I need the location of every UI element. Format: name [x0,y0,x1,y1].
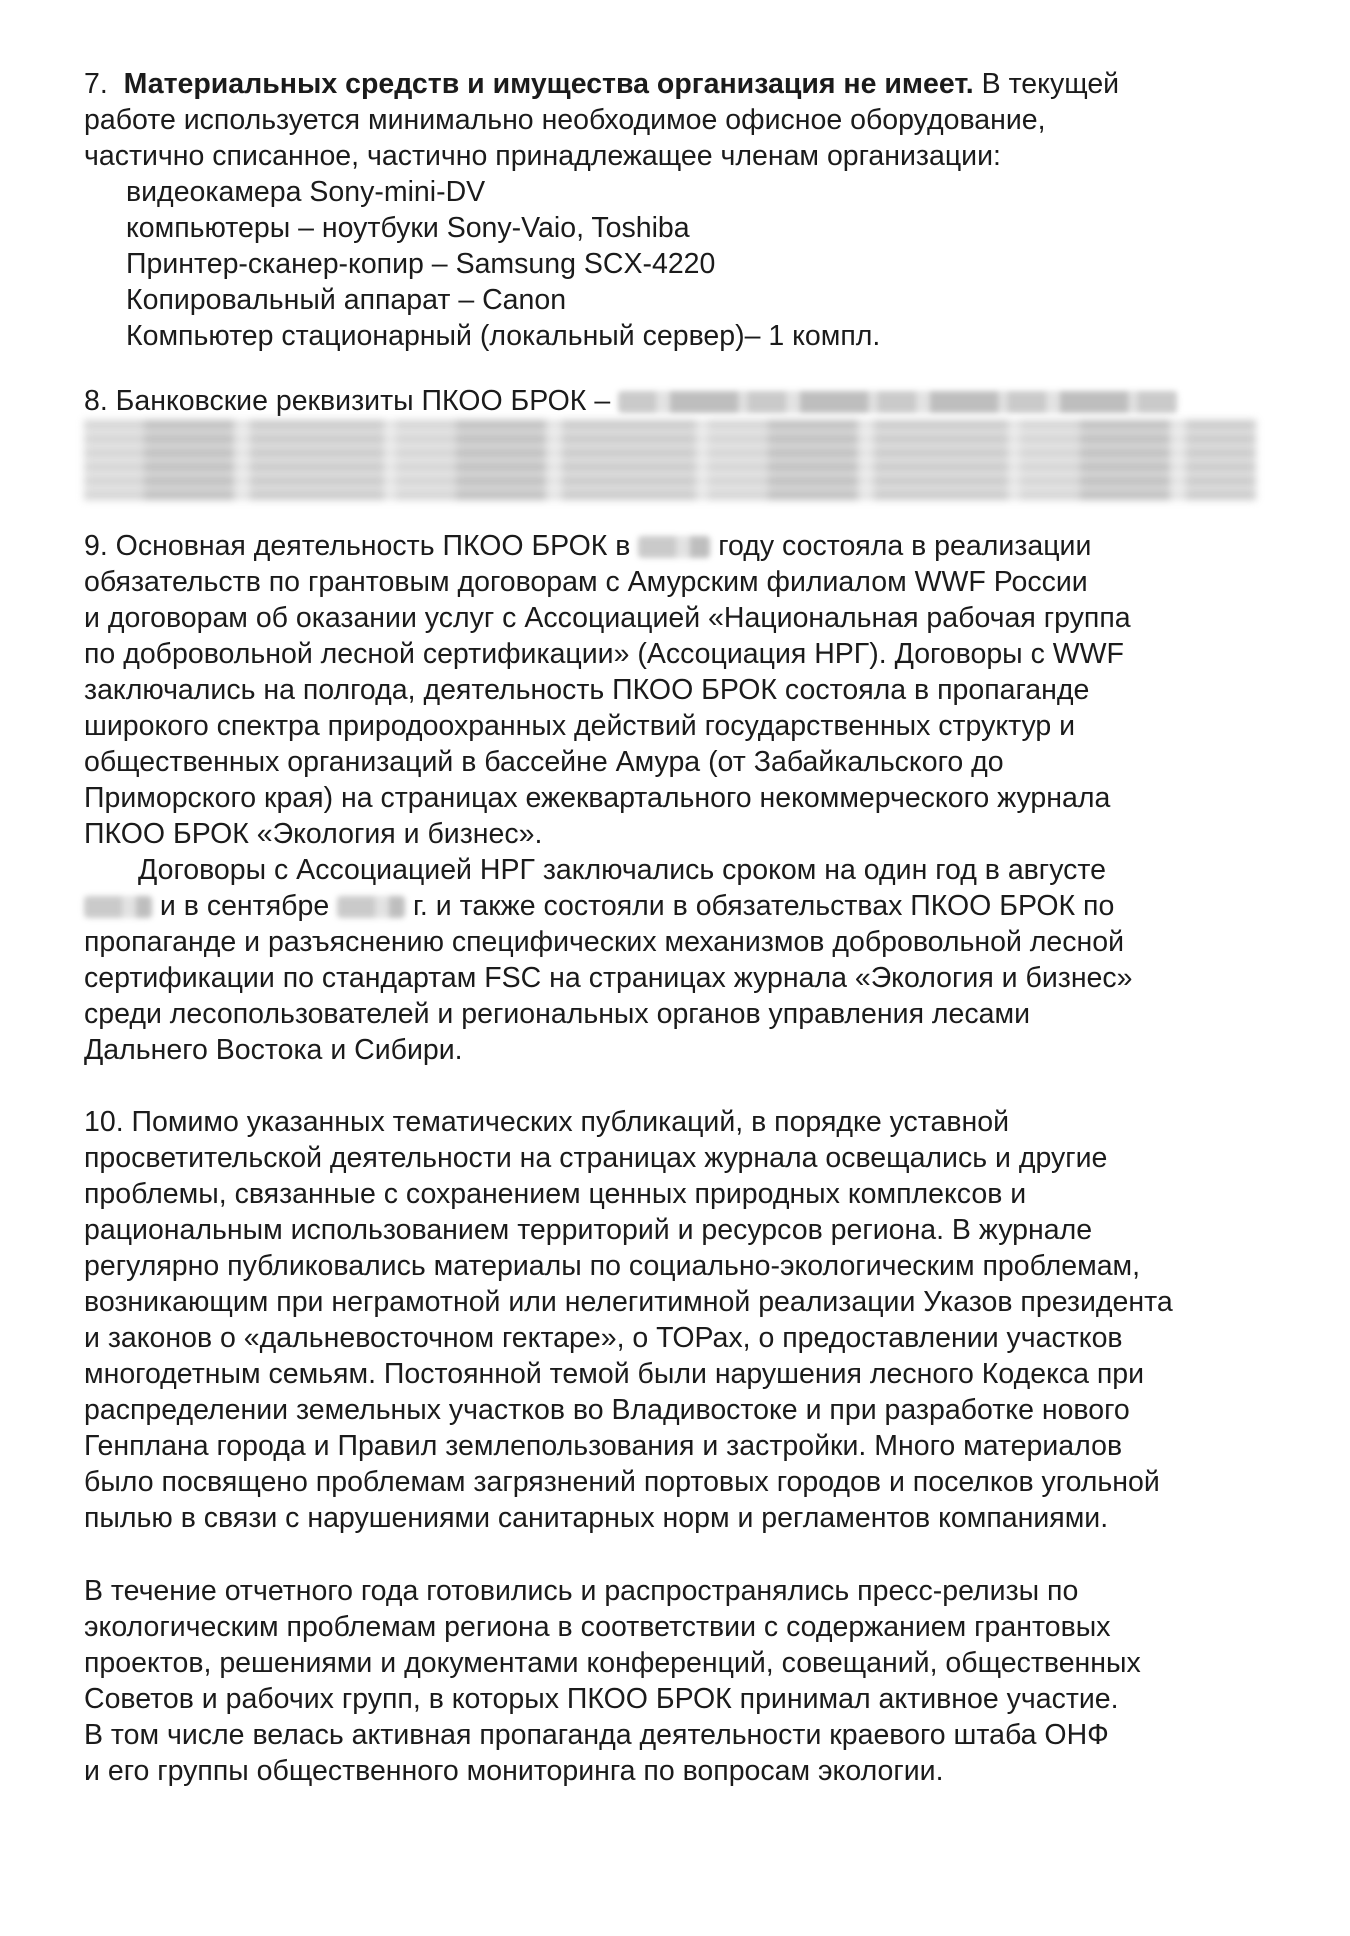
item9-line: пропаганде и разъяснению специфических механизмов добровольной лесной [84,926,1125,958]
item10-line: рациональным использованием территорий и ресурсов региона. В журнале [84,1214,1093,1246]
closing-line: и его группы общественного мониторинга по вопросам экологии. [84,1755,944,1787]
item9-line: общественных организаций в бассейне Амура (от Забайкальского до [84,746,1004,778]
equipment-item: Принтер-сканер-копир – Samsung SCX-4220 [126,248,716,280]
redacted-year [638,536,710,558]
equipment-item: Копировальный аппарат – Canon [126,284,567,316]
item7-line3: частично списанное, частично принадлежащее членам организации: [84,140,1001,172]
item9-para2-line2 [84,888,1114,924]
item10-line: пылью в связи с нарушениями санитарных норм и регламентов компаниями. [84,1502,1109,1534]
item7-line1-rest: В текущей [981,68,1120,100]
item8-text: 8. Банковские реквизиты ПКОО БРОК – [84,385,611,417]
equipment-item: компьютеры – ноутбуки Sony-Vaio, Toshiba [126,212,690,244]
item10-line: 10. Помимо указанных тематических публикаций, в порядке уставной [84,1106,1009,1138]
item9-line: Приморского края) на страницах ежеквартального некоммерческого журнала [84,782,1111,814]
redacted-year [84,896,152,918]
item10-line: проблемы, связанные с сохранением ценных природных комплексов и [84,1178,1027,1210]
equipment-item: видеокамера Sony-mini-DV [126,176,486,208]
item10-line: многодетным семьям. Постоянной темой были нарушения лесного Кодекса при [84,1358,1145,1390]
item10-line: возникающим при неграмотной или нелегитимной реализации Указов президента [84,1286,1173,1318]
redacted-bank-details-block [84,420,1256,500]
item7-line2: работе используется минимально необходимое офисное оборудование, [84,104,1046,136]
item9-line: сертификации по стандартам FSC на страницах журнала «Экология и бизнес» [84,962,1133,994]
item10-line: и законов о «дальневосточном гектаре», о ТОРах, о предоставлении участков [84,1322,1123,1354]
item10-line: просветительской деятельности на страницах журнала освещались и другие [84,1142,1108,1174]
item9-line: Дальнего Востока и Сибири. [84,1034,463,1066]
item9-line: широкого спектра природоохранных действий государственных структур и [84,710,1076,742]
item7-bold-heading: Материальных средств и имущества организация не имеет. [123,68,974,100]
item9-para2-line2-b: г. и также состояли в обязательствах ПКОО БРОК по [413,890,1115,922]
closing-line: проектов, решениями и документами конференций, совещаний, общественных [84,1647,1141,1679]
item9-line: среди лесопользователей и региональных органов управления лесами [84,998,1031,1030]
closing-line: В том числе велась активная пропаганда деятельности краевого штаба ОНФ [84,1719,1109,1751]
item9-line: по добровольной лесной сертификации» (Ассоциация НРГ). Договоры с WWF [84,638,1124,670]
equipment-item: Компьютер стационарный (локальный сервер)– 1 компл. [126,320,881,352]
item8-bank-details [84,383,1178,419]
item9-line: заключались на полгода, деятельность ПКОО БРОК состояла в пропаганде [84,674,1090,706]
item9-line1-start: 9. Основная деятельность ПКОО БРОК в [84,530,631,562]
item9-para2-line1: Договоры с Ассоциацией НРГ заключались сроком на один год в августе [138,854,1106,886]
item10-line: было посвящено проблемам загрязнений портовых городов и поселков угольной [84,1466,1160,1498]
closing-line: В течение отчетного года готовились и распространялись пресс-релизы по [84,1575,1079,1607]
item7-number: 7. [84,68,108,100]
item9-line: обязательств по грантовым договорам с Амурским филиалом WWF России [84,566,1088,598]
closing-line: Советов и рабочих групп, в которых ПКОО БРОК принимал активное участие. [84,1683,1119,1715]
redacted-year [337,896,405,918]
item10-line: распределении земельных участков во Владивостоке и при разработке нового [84,1394,1130,1426]
item10-line: регулярно публиковались материалы по социально-экологическим проблемам, [84,1250,1141,1282]
item9-line1-end: году состояла в реализации [718,530,1092,562]
item10-line: Генплана города и Правил землепользования и застройки. Много материалов [84,1430,1123,1462]
item9-para2-line2-a: и в сентябре [159,890,330,922]
closing-line: экологическим проблемам региона в соответствии с содержанием грантовых [84,1611,1111,1643]
item9-line: ПКОО БРОК «Экология и бизнес». [84,818,543,850]
item7-line1 [84,66,1119,102]
item9-line: и договорам об оказании услуг с Ассоциацией «Национальная рабочая группа [84,602,1131,634]
item9-line1 [84,528,1091,564]
redacted-bank-details [618,391,1178,413]
